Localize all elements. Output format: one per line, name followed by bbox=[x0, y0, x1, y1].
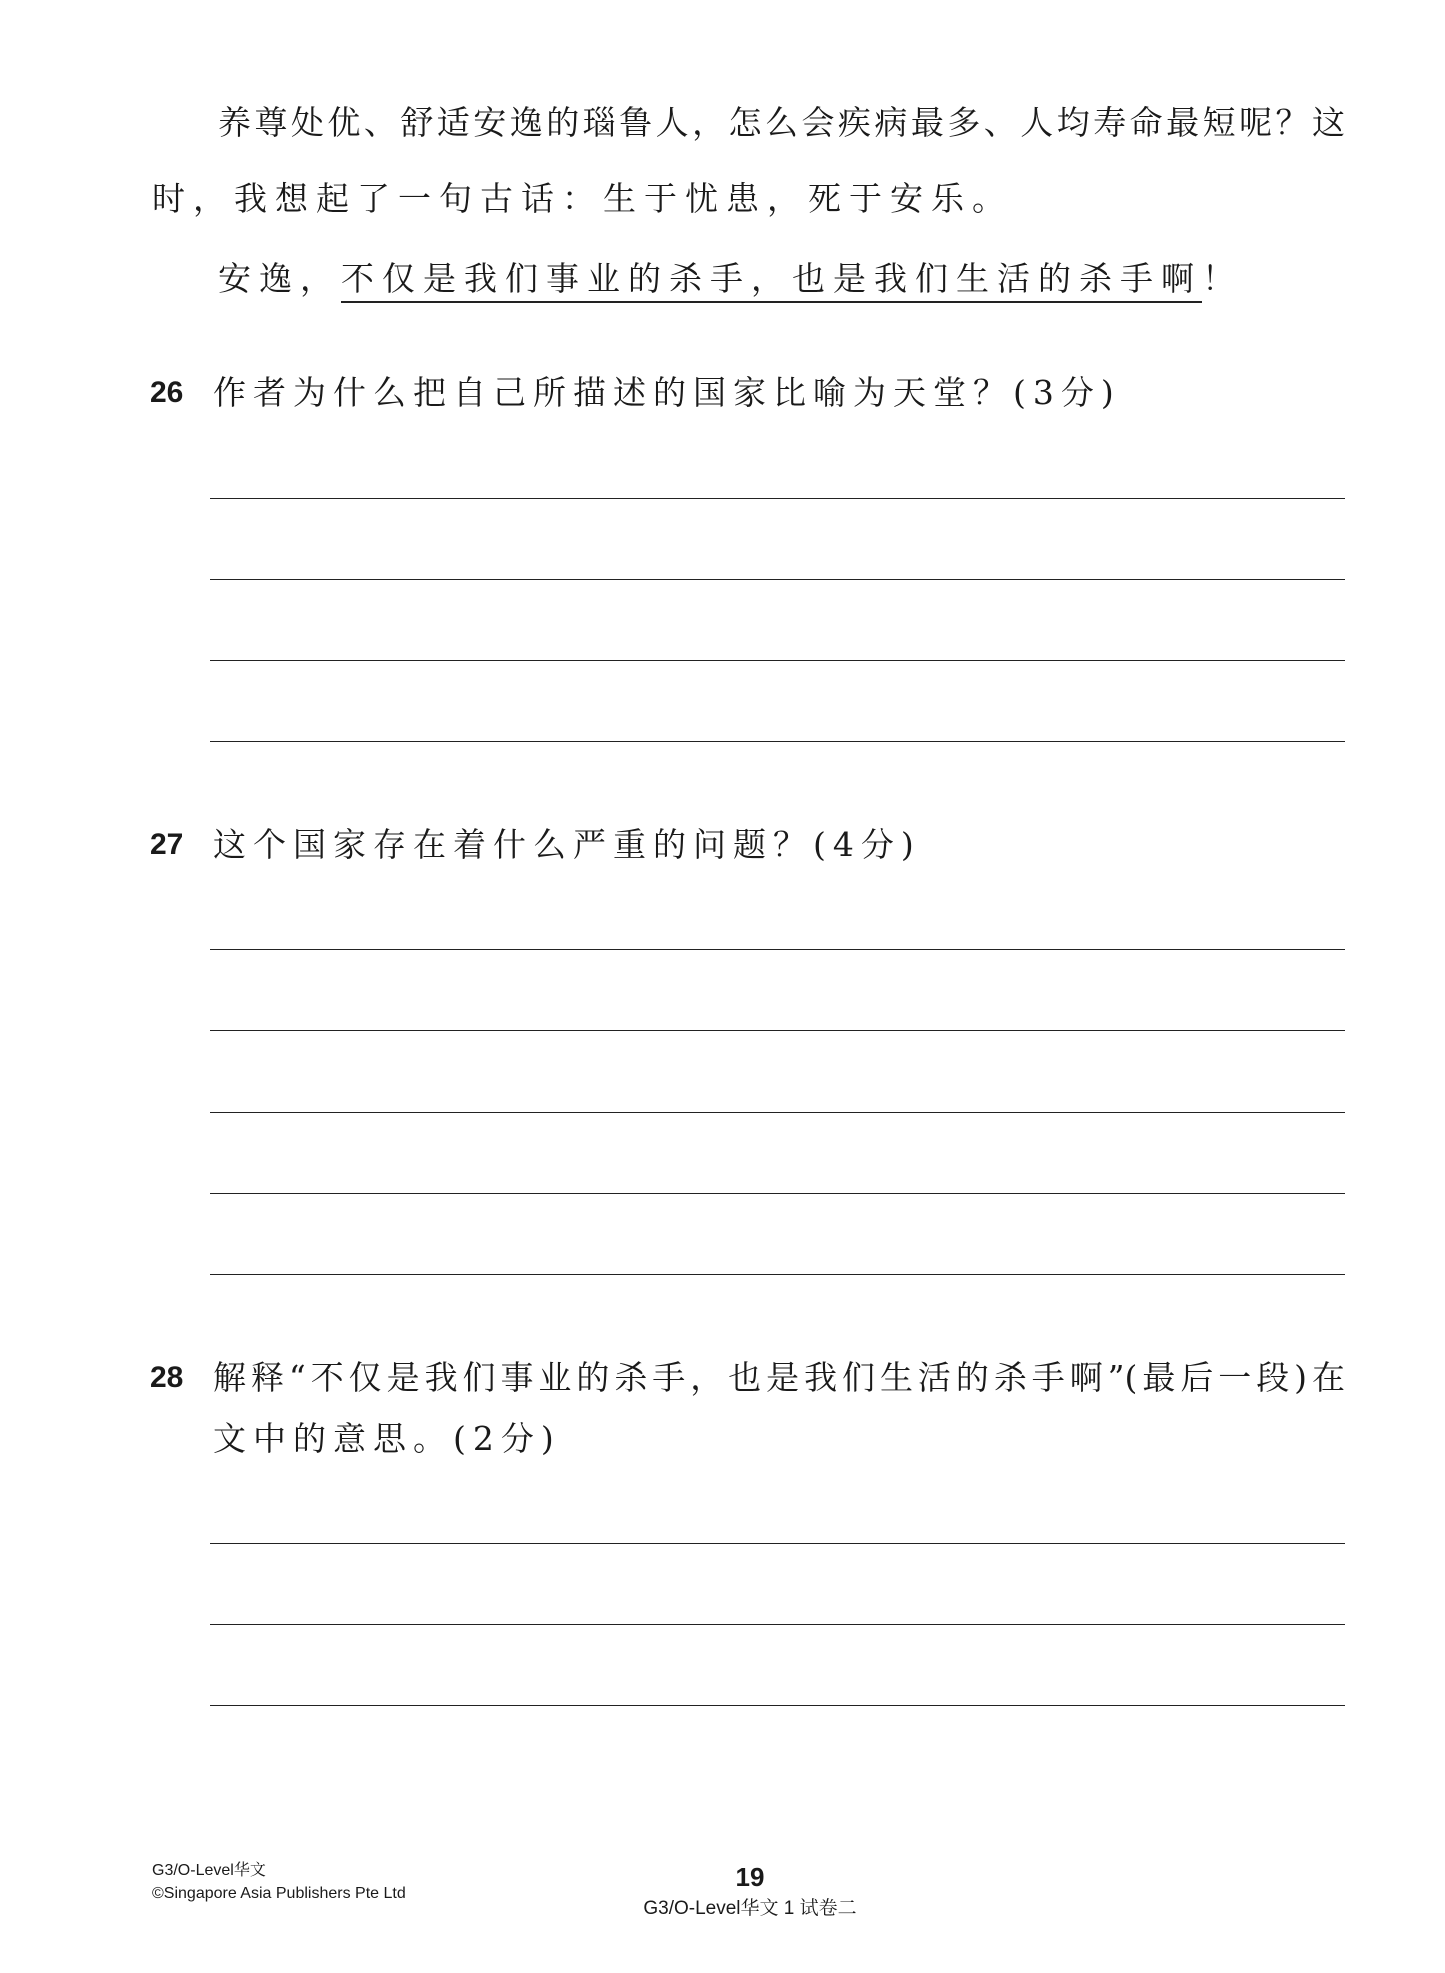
answer-line[interactable] bbox=[210, 949, 1345, 950]
question-26-number: 26 bbox=[150, 376, 184, 409]
passage-line-3-prefix: 安逸， bbox=[218, 259, 341, 298]
answer-line[interactable] bbox=[210, 1193, 1345, 1194]
answer-line[interactable] bbox=[210, 1274, 1345, 1275]
question-27-number: 27 bbox=[150, 828, 184, 861]
underlined-sentence: 不仅是我们事业的杀手，也是我们生活的杀手啊 bbox=[341, 259, 1202, 303]
answer-line[interactable] bbox=[210, 1030, 1345, 1031]
footer-copyright: ©Singapore Asia Publishers Pte Ltd bbox=[152, 1885, 406, 1902]
question-26-text: 作者为什么把自己所描述的国家比喻为天堂？(3分) bbox=[213, 373, 1121, 412]
passage-line-2: 时，我想起了一句古话：生于忧患，死于安乐。 bbox=[152, 179, 1013, 218]
answer-line[interactable] bbox=[210, 579, 1345, 580]
question-27-text: 这个国家存在着什么严重的问题？(4分) bbox=[213, 825, 921, 864]
answer-line[interactable] bbox=[210, 660, 1345, 661]
answer-line[interactable] bbox=[210, 1543, 1345, 1544]
passage-line-1: 养尊处优、舒适安逸的瑙鲁人，怎么会疾病最多、人均寿命最短呢？这 bbox=[218, 103, 1345, 142]
answer-line[interactable] bbox=[210, 741, 1345, 742]
question-28-number: 28 bbox=[150, 1361, 184, 1394]
answer-line[interactable] bbox=[210, 1112, 1345, 1113]
answer-line[interactable] bbox=[210, 1705, 1345, 1706]
passage-line-3-suffix: ！ bbox=[1202, 259, 1243, 298]
passage-line-3 bbox=[218, 259, 1243, 299]
footer-subject: G3/O-Level华文 bbox=[152, 1862, 266, 1879]
answer-line[interactable] bbox=[210, 498, 1345, 499]
page-number: 19 bbox=[735, 1862, 765, 1892]
question-28-text-line-2: 文中的意思。(2分) bbox=[213, 1419, 561, 1458]
footer-paper-title: G3/O-Level华文 1 试卷二 bbox=[643, 1898, 857, 1919]
answer-line[interactable] bbox=[210, 1624, 1345, 1625]
question-28-text: 解释“不仅是我们事业的杀手，也是我们生活的杀手啊”(最后一段)在 bbox=[213, 1358, 1345, 1397]
